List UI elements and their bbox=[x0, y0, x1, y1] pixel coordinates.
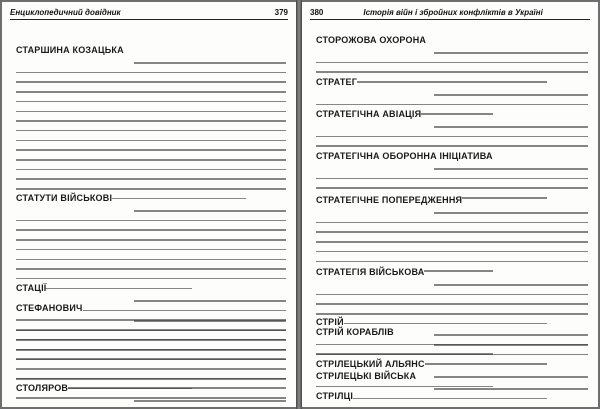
text-line bbox=[16, 72, 286, 74]
entry-headword: СТАТУТИ ВІЙСЬКОВІ bbox=[16, 193, 113, 203]
text-line bbox=[16, 140, 286, 142]
text-line bbox=[16, 130, 286, 132]
text-line bbox=[316, 303, 588, 305]
right-page bbox=[302, 2, 598, 407]
entry-headword: СТОЛЯРОВ bbox=[16, 383, 69, 393]
entry-headword: СТРАТЕГІЯ ВІЙСЬКОВА bbox=[316, 267, 425, 277]
text-line bbox=[16, 81, 286, 83]
text-line bbox=[434, 168, 588, 170]
text-line bbox=[434, 284, 588, 286]
text-line bbox=[316, 294, 588, 296]
left-page bbox=[2, 2, 296, 407]
entry-headword: СТРІЙ bbox=[316, 317, 344, 327]
entry-headword: СТРАТЕГІЧНЕ ПОПЕРЕДЖЕННЯ bbox=[316, 195, 463, 205]
text-line bbox=[316, 178, 588, 180]
text-line bbox=[16, 268, 286, 270]
entry-striltsi bbox=[316, 386, 588, 407]
entry-storozhova-okhorona bbox=[316, 30, 588, 72]
entry-statuty-viiskovi bbox=[16, 188, 286, 278]
text-line bbox=[316, 241, 588, 243]
entry-stratehichne-poperedzhennia bbox=[316, 190, 588, 262]
text-line bbox=[316, 222, 588, 224]
text-line bbox=[16, 369, 286, 371]
text-line bbox=[16, 359, 286, 361]
entry-stoliarov bbox=[16, 378, 286, 407]
entry-headword: СТРАТЕГІЧНА ОБОРОННА ІНІЦІАТИВА bbox=[316, 151, 493, 161]
text-line bbox=[134, 320, 286, 322]
entry-stefanovych bbox=[16, 298, 286, 378]
text-line bbox=[134, 400, 286, 402]
entry-headword: СТАРШИНА КОЗАЦЬКА bbox=[16, 45, 124, 55]
text-line bbox=[16, 111, 286, 113]
right-page-header bbox=[310, 6, 590, 18]
left-header-rule bbox=[10, 19, 288, 20]
text-line bbox=[16, 120, 286, 122]
entry-stratekh bbox=[316, 72, 588, 104]
text-line bbox=[434, 52, 588, 54]
text-line bbox=[16, 239, 286, 241]
text-line bbox=[316, 231, 588, 233]
text-line bbox=[16, 178, 286, 180]
entry-headword: СТРАТЕГІЧНА АВІАЦІЯ bbox=[316, 109, 422, 119]
text-line bbox=[134, 62, 286, 64]
text-line bbox=[316, 62, 588, 64]
text-line bbox=[16, 259, 286, 261]
right-header-title: Історія війн і збройних конфліктів в Україні bbox=[363, 7, 543, 17]
text-line bbox=[16, 159, 286, 161]
text-line bbox=[16, 220, 286, 222]
text-line bbox=[16, 169, 286, 171]
entry-headword: СТРІЛЕЦЬКИЙ АЛЬЯНС bbox=[316, 359, 425, 369]
left-page-number: 379 bbox=[274, 7, 288, 17]
text-line bbox=[434, 344, 588, 346]
right-page-number: 380 bbox=[310, 7, 324, 17]
text-line bbox=[16, 330, 286, 332]
text-line bbox=[316, 251, 588, 253]
text-line bbox=[16, 339, 286, 341]
entry-starshyna-kozatska bbox=[16, 40, 286, 188]
entry-stratehichna-oboronna-initsiatyva bbox=[316, 146, 588, 190]
entry-stratehiia-viiskova bbox=[316, 262, 588, 312]
text-line bbox=[434, 126, 588, 128]
entry-headword: СТАЦІЇ bbox=[16, 283, 47, 293]
left-page-header bbox=[10, 6, 288, 18]
text-line bbox=[16, 91, 286, 93]
entry-headword: СТРІЛЕЦЬКІ ВІЙСЬКА bbox=[316, 371, 417, 381]
left-header-title: Енциклопедичний довідник bbox=[10, 7, 121, 17]
text-line bbox=[16, 101, 286, 103]
entry-stratehichna-aviatsiia bbox=[316, 104, 588, 146]
text-line bbox=[16, 149, 286, 151]
right-header-rule bbox=[310, 19, 590, 20]
entry-striletski-viiska bbox=[316, 366, 588, 388]
text-line bbox=[434, 212, 588, 214]
text-line bbox=[434, 94, 588, 96]
text-line bbox=[316, 136, 588, 138]
entry-headword: СТОРОЖОВА ОХОРОНА bbox=[316, 35, 427, 45]
text-line bbox=[16, 349, 286, 351]
entry-headword: СТРІЛЦІ bbox=[316, 391, 354, 401]
text-line bbox=[16, 229, 286, 231]
entry-headword: СТРІЙ КОРАБЛІВ bbox=[316, 327, 394, 337]
entry-strii-korabliv bbox=[316, 322, 588, 354]
entry-headword: СТРАТЕГ bbox=[316, 77, 358, 87]
text-line bbox=[316, 187, 588, 189]
entry-headword: СТЕФАНОВИЧ bbox=[16, 303, 83, 313]
text-line bbox=[134, 210, 286, 212]
text-line bbox=[16, 249, 286, 251]
